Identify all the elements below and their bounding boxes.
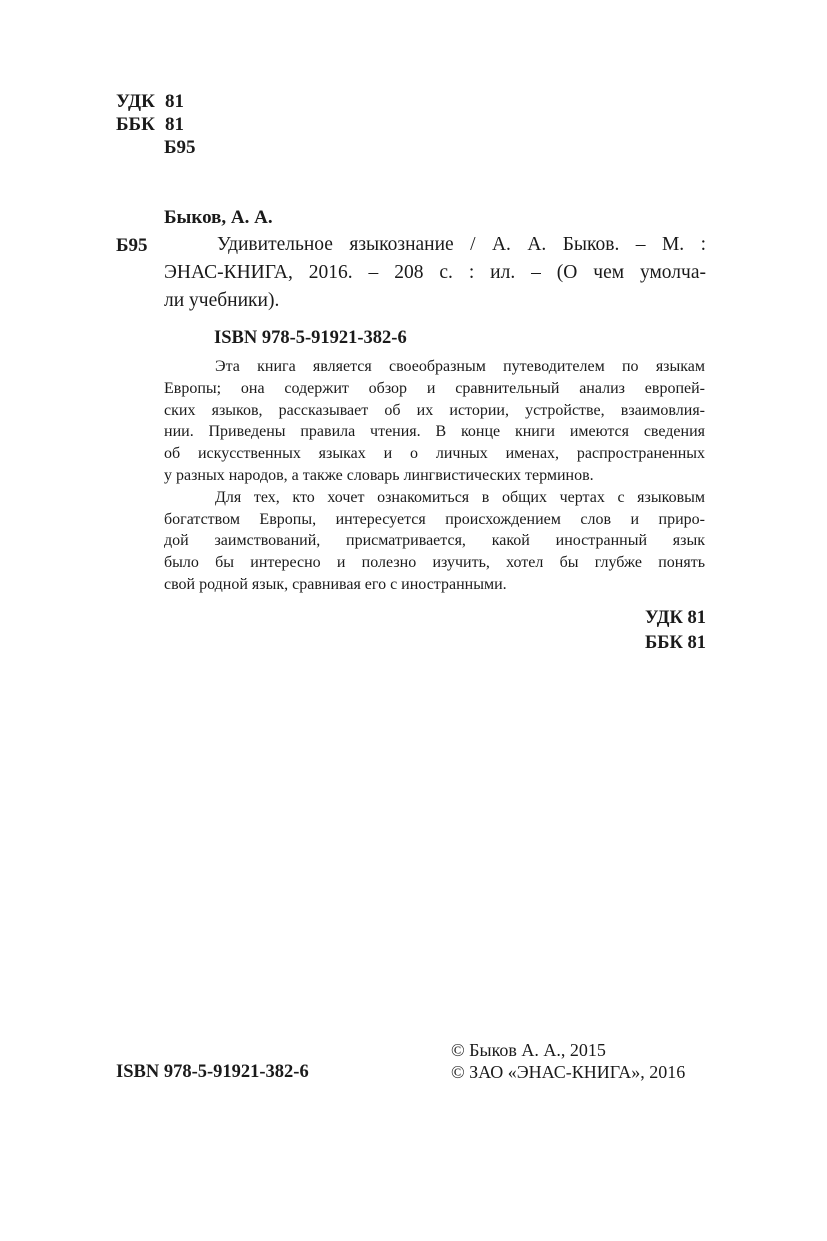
annotation (164, 356, 705, 596)
author-mark-top: Б95 (164, 137, 196, 158)
annotation-line: Европы; она содержит обзор и сравнительный анализ европей- (164, 379, 705, 397)
annotation-line: ских языков, рассказывает об их истории, устройстве, взаимовлия- (164, 401, 705, 419)
annotation-line: нии. Приведены правила чтения. В конце книги имеются сведения (164, 423, 705, 441)
author-mark-left: Б95 (116, 235, 148, 256)
annotation-line: было бы интересно и полезно изучить, хотел бы глубже понять (164, 554, 705, 572)
bib-line: ли учебники). (164, 290, 280, 311)
annotation-line: богатством Европы, интересуется происхождением слов и приро- (164, 510, 705, 528)
isbn-footer: ISBN 978-5-91921-382-6 (116, 1062, 309, 1082)
bib-line: ЭНАС-КНИГА, 2016. – 208 с. : ил. – (О чем умолча- (164, 262, 706, 283)
annotation-line: об искусственных языках и о личных именах, распространенных (164, 445, 705, 463)
annotation-line: дой заимствований, присматривается, какой иностранный язык (164, 532, 705, 550)
annotation-line: Для тех, кто хочет ознакомиться в общих чертах с языковым (215, 488, 705, 506)
copyright-publisher: © ЗАО «ЭНАС-КНИГА», 2016 (451, 1062, 686, 1082)
bbk-bottom: ББК 81 (644, 633, 706, 653)
bib-line: Удивительное языкознание / А. А. Быков. – М. : (217, 234, 706, 255)
annotation-line: Эта книга является своеобразным путеводителем по языкам (215, 358, 705, 375)
bbk-line (116, 114, 184, 136)
udk-bottom: УДК 81 (645, 608, 706, 628)
udk-label: УДК (116, 91, 155, 112)
bibliographic-description (164, 231, 706, 315)
isbn-main: ISBN 978-5-91921-382-6 (214, 328, 407, 348)
annotation-line: у разных народов, а также словарь лингвистических терминов. (164, 466, 594, 484)
annotation-line: свой родной язык, сравнивая его с иностранными. (164, 575, 507, 593)
bbk-value: 81 (165, 114, 184, 135)
bbk-label: ББК (116, 114, 155, 135)
udk-value: 81 (165, 91, 184, 112)
copyright-author: © Быков А. А., 2015 (451, 1040, 606, 1060)
udk-line (116, 91, 184, 113)
author-heading: Быков, А. А. (164, 207, 273, 228)
